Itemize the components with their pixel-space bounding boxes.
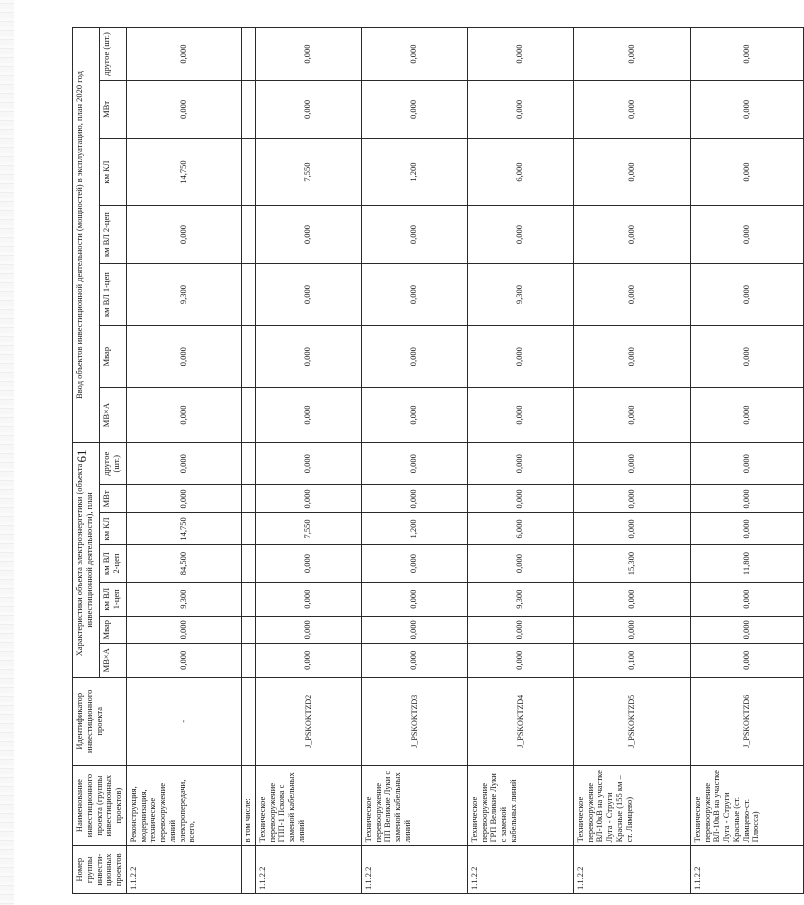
commissioning-value-cell: 0,000 [255, 28, 361, 81]
characteristic-value-cell: 0,000 [573, 616, 690, 643]
commissioning-value-cell: 0,000 [573, 326, 690, 388]
commissioning-value-cell: 0,000 [467, 326, 573, 388]
empty-cell [241, 485, 255, 513]
characteristic-value-cell: 0,000 [126, 443, 241, 485]
group-number-cell: 1.1.2.2 [467, 846, 573, 894]
commissioning-value-cell: 0,000 [255, 80, 361, 138]
commissioning-value-cell: 0,000 [690, 388, 803, 443]
characteristic-value-cell: 0,000 [467, 485, 573, 513]
empty-cell [241, 80, 255, 138]
commissioning-value-cell: 0,000 [573, 80, 690, 138]
project-id-cell: J_PSKOKTZD2 [255, 677, 361, 765]
characteristic-value-cell: 11,800 [690, 545, 803, 582]
characteristic-value-cell: 0,000 [255, 643, 361, 677]
commissioning-value-cell: 0,000 [126, 80, 241, 138]
empty-cell [241, 582, 255, 616]
header-comm-col: км ВЛ 2-цеп [99, 206, 126, 264]
empty-cell [241, 545, 255, 582]
page-number: 61 [74, 449, 89, 463]
project-name-cell: Техническое перевооружение ВЛ-10кВ на участке Луга - Струги Красные (ст. Лямцево-ст. Плюсса) [690, 765, 803, 846]
in-that-number-row [241, 28, 255, 894]
commissioning-value-cell: 0,000 [255, 388, 361, 443]
empty-cell [241, 206, 255, 264]
characteristic-value-cell: 0,000 [690, 485, 803, 513]
characteristic-value-cell: 9,300 [126, 582, 241, 616]
characteristic-value-cell: 0,000 [255, 616, 361, 643]
project-name-cell: Техническое перевооружение ГПП-1 Пскова с заменой кабельных линий [255, 765, 361, 846]
commissioning-value-cell: 0,000 [573, 138, 690, 205]
characteristic-value-cell: 0,000 [126, 643, 241, 677]
commissioning-value-cell: 0,000 [255, 206, 361, 264]
project-name-cell: Реконструкция, модернизация, техническое перевооружение линий электропередачи, всего, [126, 765, 241, 846]
commissioning-value-cell: 0,000 [361, 80, 467, 138]
commissioning-value-cell: 1,200 [361, 138, 467, 205]
characteristic-value-cell: 0,000 [255, 443, 361, 485]
table-row [255, 28, 361, 894]
investment-table [72, 27, 804, 894]
commissioning-value-cell: 0,000 [573, 264, 690, 326]
header-comm-col: Мвар [99, 326, 126, 388]
header-char-col: МВт [99, 485, 126, 513]
characteristic-value-cell: 0,000 [573, 582, 690, 616]
characteristic-value-cell: 0,000 [690, 643, 803, 677]
table-row [573, 28, 690, 894]
in-that-number-label: в том числе: [241, 765, 255, 846]
commissioning-value-cell: 9,300 [467, 264, 573, 326]
project-id-cell: J_PSKOKTZD4 [467, 677, 573, 765]
characteristic-value-cell: 0,000 [690, 443, 803, 485]
project-name-cell: Техническое перевооружение ГРП Великие Луки с заменой кабельных линий [467, 765, 573, 846]
commissioning-value-cell: 0,000 [126, 388, 241, 443]
header-row-1 [73, 28, 100, 894]
empty-cell [241, 616, 255, 643]
empty-cell [241, 388, 255, 443]
commissioning-value-cell: 0,000 [361, 388, 467, 443]
table-row [361, 28, 467, 894]
header-project-name: Наименование инвестиционного проекта (группы инвестиционных проектов) [73, 765, 127, 846]
characteristic-value-cell: 14,750 [126, 513, 241, 545]
commissioning-value-cell: 0,000 [690, 80, 803, 138]
characteristic-value-cell: 15,300 [573, 545, 690, 582]
commissioning-value-cell: 6,000 [467, 138, 573, 205]
characteristic-value-cell: 0,000 [467, 616, 573, 643]
characteristic-value-cell: 0,000 [361, 643, 467, 677]
characteristic-value-cell: 0,000 [255, 545, 361, 582]
characteristic-value-cell: 0,000 [361, 485, 467, 513]
header-comm-col: км ВЛ 1-цеп [99, 264, 126, 326]
commissioning-value-cell: 0,000 [467, 206, 573, 264]
header-char-col: другое (шт.) [99, 443, 126, 485]
project-id-cell: - [126, 677, 241, 765]
commissioning-value-cell: 0,000 [573, 206, 690, 264]
empty-cell [241, 643, 255, 677]
commissioning-value-cell: 0,000 [467, 388, 573, 443]
commissioning-value-cell: 0,000 [573, 28, 690, 81]
group-number-cell: 1.1.2.2 [126, 846, 241, 894]
characteristic-value-cell: 0,000 [573, 513, 690, 545]
empty-cell [241, 677, 255, 765]
characteristic-value-cell: 0,000 [467, 545, 573, 582]
characteristic-value-cell: 84,500 [126, 545, 241, 582]
commissioning-value-cell: 0,000 [690, 264, 803, 326]
project-id-cell: J_PSKOKTZD3 [361, 677, 467, 765]
commissioning-value-cell: 0,000 [467, 28, 573, 81]
commissioning-value-cell: 0,000 [361, 326, 467, 388]
empty-cell [241, 138, 255, 205]
empty-cell [241, 513, 255, 545]
characteristic-value-cell: 0,000 [690, 582, 803, 616]
commissioning-value-cell: 0,000 [361, 206, 467, 264]
group-number-cell: 1.1.2.2 [255, 846, 361, 894]
table-row [467, 28, 573, 894]
characteristic-value-cell: 0,000 [467, 643, 573, 677]
header-project-id: Идентификатор инвестиционного проекта [73, 677, 127, 765]
characteristic-value-cell: 0,000 [361, 616, 467, 643]
project-id-cell: J_PSKOKTZD5 [573, 677, 690, 765]
in-that-number-empty-cell [241, 846, 255, 894]
header-char-col: Мвар [99, 616, 126, 643]
commissioning-value-cell: 0,000 [690, 326, 803, 388]
commissioning-value-cell: 9,300 [126, 264, 241, 326]
characteristic-value-cell: 0,000 [690, 616, 803, 643]
header-commissioning: Ввод объектов инвестиционной деятельности (мощностей) в эксплуатацию, план 2020 год [73, 28, 100, 443]
characteristic-value-cell: 0,000 [573, 485, 690, 513]
characteristic-value-cell: 0,000 [126, 616, 241, 643]
table-row [690, 28, 803, 894]
empty-cell [241, 28, 255, 81]
characteristic-value-cell: 0,000 [690, 513, 803, 545]
header-comm-col: км КЛ [99, 138, 126, 205]
commissioning-value-cell: 0,000 [573, 388, 690, 443]
header-characteristics: Характеристики объекта электроэнергетики (объекта инвестиционной деятельности), план [73, 443, 100, 678]
header-char-col: км КЛ [99, 513, 126, 545]
characteristic-value-cell: 0,000 [126, 485, 241, 513]
characteristic-value-cell: 0,000 [255, 582, 361, 616]
commissioning-value-cell: 0,000 [126, 28, 241, 81]
commissioning-value-cell: 0,000 [361, 264, 467, 326]
empty-cell [241, 264, 255, 326]
commissioning-value-cell: 14,750 [126, 138, 241, 205]
commissioning-value-cell: 0,000 [255, 326, 361, 388]
characteristic-value-cell: 0,000 [361, 443, 467, 485]
commissioning-value-cell: 0,000 [690, 138, 803, 205]
project-name-cell: Техническое перевооружение ВЛ-10кВ на участке Луга - Струги Красные (155 км – ст. Лямцево) [573, 765, 690, 846]
empty-cell [241, 443, 255, 485]
header-char-col: МВ×А [99, 643, 126, 677]
commissioning-value-cell: 0,000 [467, 80, 573, 138]
commissioning-value-cell: 0,000 [126, 206, 241, 264]
commissioning-value-cell: 7,550 [255, 138, 361, 205]
header-char-col: км ВЛ 2-цеп [99, 545, 126, 582]
table-row [126, 28, 241, 894]
commissioning-value-cell: 0,000 [126, 326, 241, 388]
characteristic-value-cell: 1,200 [361, 513, 467, 545]
characteristic-value-cell: 9,300 [467, 582, 573, 616]
characteristic-value-cell: 0,000 [361, 582, 467, 616]
characteristic-value-cell: 0,100 [573, 643, 690, 677]
characteristic-value-cell: 0,000 [255, 485, 361, 513]
project-name-cell: Техническое перевооружение ПП Великие Луки с заменой кабельных линий [361, 765, 467, 846]
characteristic-value-cell: 6,000 [467, 513, 573, 545]
group-number-cell: 1.1.2.2 [573, 846, 690, 894]
header-comm-col: другое (шт.) [99, 28, 126, 81]
header-char-col: км ВЛ 1-цеп [99, 582, 126, 616]
commissioning-value-cell: 0,000 [690, 206, 803, 264]
project-id-cell: J_PSKOKTZD6 [690, 677, 803, 765]
header-comm-col: МВ×А [99, 388, 126, 443]
header-comm-col: МВт [99, 80, 126, 138]
characteristic-value-cell: 0,000 [467, 443, 573, 485]
group-number-cell: 1.1.2.2 [690, 846, 803, 894]
empty-cell [241, 326, 255, 388]
characteristic-value-cell: 0,000 [361, 545, 467, 582]
commissioning-value-cell: 0,000 [255, 264, 361, 326]
header-group-number: Номер группы инвести-ционных проектов [73, 846, 127, 894]
characteristic-value-cell: 7,550 [255, 513, 361, 545]
commissioning-value-cell: 0,000 [690, 28, 803, 81]
commissioning-value-cell: 0,000 [361, 28, 467, 81]
group-number-cell: 1.1.2.2 [361, 846, 467, 894]
table-body [126, 28, 803, 894]
characteristic-value-cell: 0,000 [573, 443, 690, 485]
